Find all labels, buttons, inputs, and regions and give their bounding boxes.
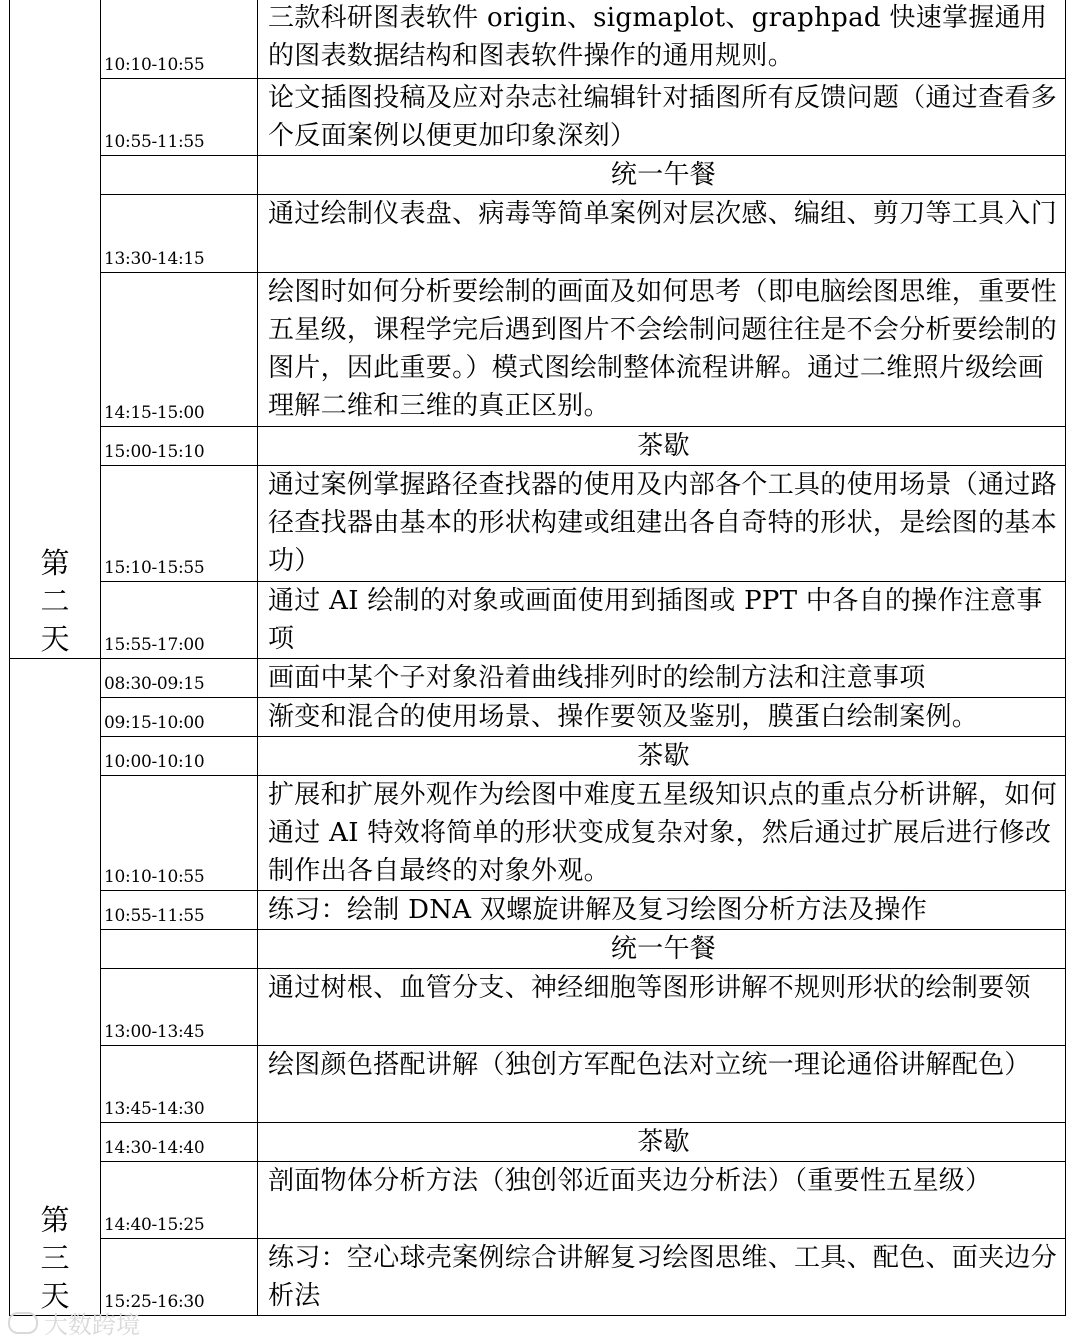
session-topic: 通过绘制仪表盘、病毒等简单案例对层次感、编组、剪刀等工具入门 [258,195,1066,273]
schedule-row [10,698,1066,737]
schedule-row [10,0,1066,79]
schedule-row [10,891,1066,930]
session-topic: 画面中某个子对象沿着曲线排列时的绘制方法和注意事项 [258,659,1066,698]
day-label-cell [10,659,101,1316]
schedule-row [10,1162,1066,1239]
time-slot: 15:25-16:30 [101,1239,258,1316]
day-label: 第三天 [40,1203,70,1313]
session-topic: 绘图颜色搭配讲解（独创方军配色法对立统一理论通俗讲解配色） [258,1046,1066,1123]
session-topic: 三款科研图表软件 origin、sigmaplot、graphpad 快速掌握通用的图表数据结构和图表软件操作的通用规则。 [258,0,1066,79]
schedule-row [10,156,1066,195]
watermark [8,1305,140,1340]
time-slot: 09:15-10:00 [101,698,258,737]
time-slot: 15:10-15:55 [101,466,258,582]
schedule-row [10,659,1066,698]
session-topic: 扩展和扩展外观作为绘图中难度五星级知识点的重点分析讲解，如何通过 AI 特效将简单的形状变成复杂对象，然后通过扩展后进行修改制作出各自最终的对象外观。 [258,776,1066,891]
time-slot: 13:30-14:15 [101,195,258,273]
schedule-row [10,969,1066,1046]
weibo-logo-icon [8,1312,38,1334]
schedule-row [10,1239,1066,1316]
schedule-row [10,737,1066,776]
time-slot: 13:00-13:45 [101,969,258,1046]
schedule-row [10,930,1066,969]
session-topic: 通过 AI 绘制的对象或画面使用到插图或 PPT 中各自的操作注意事项 [258,582,1066,659]
session-topic: 渐变和混合的使用场景、操作要领及鉴别，膜蛋白绘制案例。 [258,698,1066,737]
schedule-row [10,466,1066,582]
time-slot: 10:10-10:55 [101,0,258,79]
time-slot: 10:55-11:55 [101,79,258,156]
schedule-row [10,776,1066,891]
day-label: 第二天 [40,546,70,656]
break-label: 茶歇 [258,427,1066,466]
schedule-row [10,273,1066,427]
time-slot: 14:15-15:00 [101,273,258,427]
schedule-body [10,0,1066,1316]
time-slot: 10:10-10:55 [101,776,258,891]
session-topic: 练习：空心球壳案例综合讲解复习绘图思维、工具、配色、面夹边分析法 [258,1239,1066,1316]
session-topic: 论文插图投稿及应对杂志社编辑针对插图所有反馈问题（通过查看多个反面案例以便更加印象深刻） [258,79,1066,156]
schedule-row [10,195,1066,273]
session-topic: 练习：绘制 DNA 双螺旋讲解及复习绘图分析方法及操作 [258,891,1066,930]
session-topic: 剖面物体分析方法（独创邻近面夹边分析法）（重要性五星级） [258,1162,1066,1239]
break-label: 统一午餐 [258,930,1066,969]
time-slot: 10:55-11:55 [101,891,258,930]
break-label: 茶歇 [258,1123,1066,1162]
time-slot: 08:30-09:15 [101,659,258,698]
watermark-text: 大数跨境 [44,1311,140,1339]
time-slot: 14:30-14:40 [101,1123,258,1162]
schedule-row [10,1123,1066,1162]
break-label: 茶歇 [258,737,1066,776]
time-slot: 15:00-15:10 [101,427,258,466]
time-slot [101,930,258,969]
schedule-row [10,1046,1066,1123]
time-slot: 14:40-15:25 [101,1162,258,1239]
schedule-row [10,582,1066,659]
break-label: 统一午餐 [258,156,1066,195]
schedule-table [9,0,1066,1316]
time-slot: 10:00-10:10 [101,737,258,776]
day-label-cell [10,0,101,659]
session-topic: 通过树根、血管分支、神经细胞等图形讲解不规则形状的绘制要领 [258,969,1066,1046]
session-topic: 绘图时如何分析要绘制的画面及如何思考（即电脑绘图思维，重要性五星级，课程学完后遇到图片不会绘制问题往往是不会分析要绘制的图片，因此重要。）模式图绘制整体流程讲解。通过二维照片级绘画理解二维和三维的真正区别。 [258,273,1066,427]
time-slot: 15:55-17:00 [101,582,258,659]
time-slot [101,156,258,195]
schedule-row [10,427,1066,466]
schedule-row [10,79,1066,156]
time-slot: 13:45-14:30 [101,1046,258,1123]
session-topic: 通过案例掌握路径查找器的使用及内部各个工具的使用场景（通过路径查找器由基本的形状构建或组建出各自奇特的形状，是绘图的基本功） [258,466,1066,582]
